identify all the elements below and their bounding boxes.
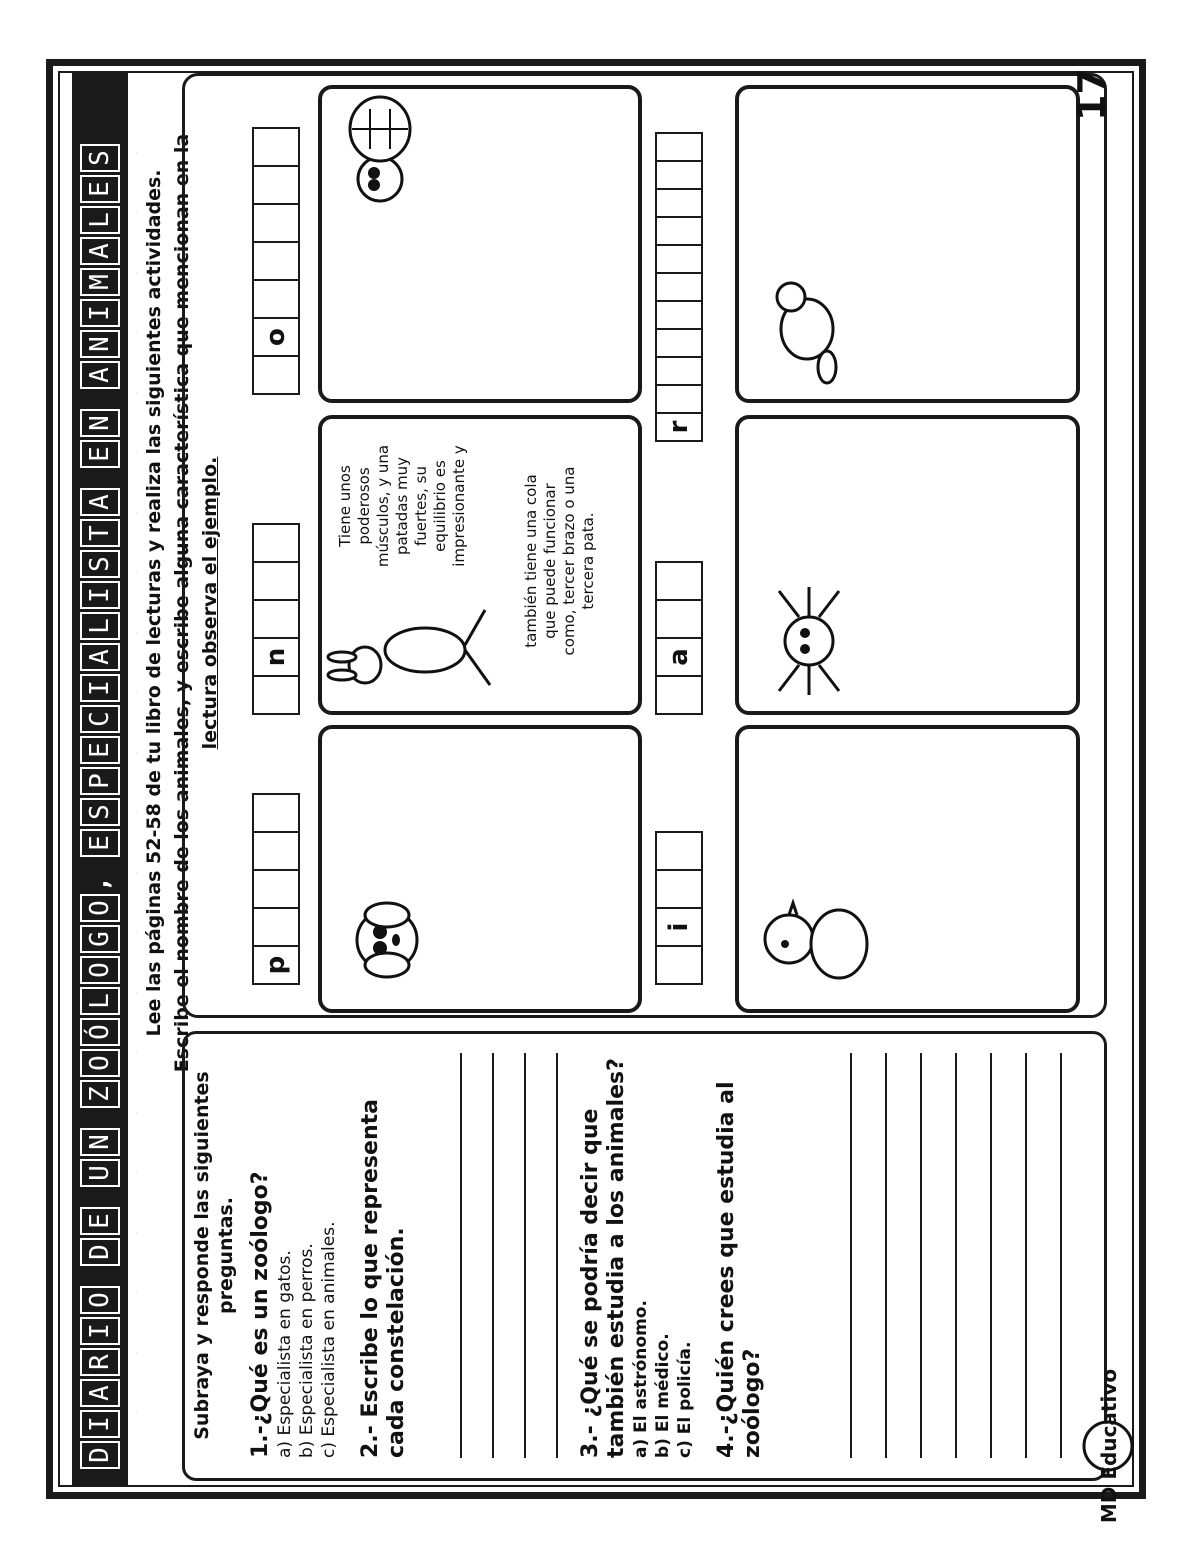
- title-letter: [80, 1190, 120, 1204]
- title-letter: E: [80, 440, 120, 468]
- spider-icon: [749, 581, 869, 701]
- title-letter: G: [80, 925, 120, 953]
- title-letter: [80, 860, 120, 874]
- title-letter: E: [80, 829, 120, 857]
- title-letter: [80, 1111, 120, 1125]
- q4-answer-line-3[interactable]: [920, 1053, 922, 1458]
- q4-answer-line-6[interactable]: [1025, 1053, 1027, 1458]
- letter-cell[interactable]: [252, 279, 300, 319]
- title-letter: D: [80, 1441, 120, 1469]
- question-4: [714, 1053, 766, 1458]
- letter-cell[interactable]: r: [655, 412, 703, 442]
- kangaroo-letter-cells[interactable]: [252, 523, 300, 713]
- letter-cell[interactable]: [252, 355, 300, 395]
- title-letter: O: [80, 894, 120, 922]
- title-letter: A: [80, 361, 120, 389]
- desc-line-6: equilibrio es: [431, 460, 449, 552]
- letter-cell[interactable]: [252, 523, 300, 563]
- letter-cell[interactable]: p: [252, 945, 300, 985]
- letter-cell[interactable]: [655, 244, 703, 274]
- desc-line-4: patadas muy: [393, 456, 411, 556]
- letter-cell[interactable]: [252, 203, 300, 243]
- letter-cell[interactable]: [655, 328, 703, 358]
- letter-cell[interactable]: [655, 300, 703, 330]
- title-letter: A: [80, 237, 120, 265]
- question-2: [358, 1053, 410, 1458]
- chick-letter-cells[interactable]: [655, 831, 703, 983]
- letter-cell[interactable]: [655, 675, 703, 715]
- beaver-card[interactable]: [735, 85, 1080, 403]
- chick-card[interactable]: [735, 725, 1080, 1013]
- dog-icon: [332, 885, 442, 995]
- instruction-line-1: Lee las páginas 52-58 de tu libro de lecturas y realiza las siguientes actividades.: [143, 169, 165, 1037]
- title-letter: [80, 1269, 120, 1283]
- letter-cell[interactable]: [252, 165, 300, 205]
- q4-line-2: zoólogo?: [740, 1348, 765, 1458]
- heading-line-1: Subraya y responde las siguientes: [191, 1071, 213, 1440]
- question-1: 1.-¿Qué es un zoólogo?: [248, 1171, 273, 1458]
- q4-line-1: 4.-¿Quién crees que estudia al: [714, 1081, 739, 1458]
- title-letter: ,: [85, 876, 115, 892]
- turtle-card[interactable]: [318, 85, 642, 403]
- title-letter: D: [80, 1238, 120, 1266]
- kangaroo-icon: [330, 595, 500, 705]
- letter-cell[interactable]: [655, 561, 703, 601]
- q3-line-2: también estudia a los animales?: [604, 1058, 629, 1458]
- title-letter: O: [80, 1049, 120, 1077]
- desc-line-2: poderosos: [355, 467, 373, 545]
- q2-answer-line-2[interactable]: [492, 1053, 494, 1458]
- title-letter: E: [80, 1207, 120, 1235]
- desc-line-5: fuertes, su: [412, 466, 430, 546]
- desc-line-3: músculos, y una: [374, 444, 392, 568]
- q2-answer-line-1[interactable]: [460, 1053, 462, 1458]
- q3-option-c[interactable]: c) El policía.: [675, 1341, 695, 1458]
- dog-card[interactable]: [318, 725, 642, 1013]
- beaver-icon: [747, 269, 857, 389]
- letter-cell[interactable]: [655, 160, 703, 190]
- md-educativo-logo: [1080, 1368, 1136, 1524]
- q4-answer-line-2[interactable]: [885, 1053, 887, 1458]
- letter-cell[interactable]: [252, 793, 300, 833]
- title-letter: C: [80, 705, 120, 733]
- spider-card[interactable]: [735, 415, 1080, 715]
- desc-line-7: impresionante y: [450, 445, 468, 567]
- q4-answer-line-5[interactable]: [990, 1053, 992, 1458]
- q4-answer-line-1[interactable]: [850, 1053, 852, 1458]
- desc-line-8: también tiene una cola: [522, 474, 540, 648]
- q1-option-c[interactable]: c) Especialista en animales.: [319, 1221, 339, 1458]
- heading-line-2: preguntas.: [215, 1197, 237, 1314]
- letter-cell[interactable]: [252, 831, 300, 871]
- title-letter: [80, 471, 120, 485]
- desc-line-1: Tiene unos: [336, 465, 354, 547]
- letter-cell[interactable]: [655, 384, 703, 414]
- title-letter: U: [80, 1159, 120, 1187]
- chick-icon: [749, 889, 879, 999]
- q1-option-a[interactable]: a) Especialista en gatos.: [275, 1250, 295, 1458]
- q1-option-b[interactable]: b) Especialista en perros.: [297, 1243, 317, 1458]
- letter-cell[interactable]: a: [655, 637, 703, 677]
- title-letter: I: [80, 581, 120, 609]
- q4-answer-line-7[interactable]: [1060, 1053, 1062, 1458]
- question-3: [578, 1053, 630, 1458]
- letter-cell[interactable]: [655, 132, 703, 162]
- q2-line-2: cada constelación.: [384, 1227, 409, 1458]
- title-letter: T: [80, 519, 120, 547]
- q3-option-a[interactable]: a) El astrónomo.: [631, 1300, 651, 1458]
- letter-cell[interactable]: [655, 356, 703, 386]
- title-letter: N: [80, 1128, 120, 1156]
- letter-cell[interactable]: [655, 188, 703, 218]
- letter-cell[interactable]: [252, 127, 300, 167]
- q3-option-b[interactable]: b) El médico.: [653, 1333, 673, 1458]
- title-letter: Z: [80, 1080, 120, 1108]
- desc-line-9: que puede funcionar: [541, 483, 559, 639]
- letter-cell[interactable]: n: [252, 637, 300, 677]
- title-letter: M: [80, 268, 120, 296]
- title-letter: A: [80, 1379, 120, 1407]
- title-letter: A: [80, 488, 120, 516]
- kangaroo-description-bottom: [522, 431, 598, 691]
- title-letter: I: [80, 674, 120, 702]
- q2-line-1: 2.- Escribe lo que representa: [358, 1099, 383, 1458]
- title-letter: L: [80, 206, 120, 234]
- letter-cell[interactable]: [252, 599, 300, 639]
- turtle-icon: [330, 89, 430, 209]
- beaver-letter-cells[interactable]: [655, 132, 703, 440]
- title-letter: Ó: [80, 1018, 120, 1046]
- instruction-line-2: Escribe el nombre de los animales, y escribe alguna característica que mencionan en la: [171, 133, 193, 1073]
- letter-cell[interactable]: [252, 675, 300, 715]
- title-letter: R: [80, 1348, 120, 1376]
- letter-cell[interactable]: [655, 945, 703, 985]
- dog-letter-cells[interactable]: [252, 793, 300, 983]
- q2-answer-line-3[interactable]: [524, 1053, 526, 1458]
- title-letter: N: [80, 330, 120, 358]
- q3-line-1: 3.- ¿Qué se podría decir que: [578, 1108, 603, 1458]
- letter-cell[interactable]: [655, 272, 703, 302]
- turtle-letter-cells[interactable]: [252, 127, 300, 393]
- title-letter: P: [80, 767, 120, 795]
- letter-cell[interactable]: [252, 561, 300, 601]
- q2-answer-line-4[interactable]: [556, 1053, 558, 1458]
- letter-cell[interactable]: [655, 599, 703, 639]
- title-letter: E: [80, 736, 120, 764]
- title-letter: E: [80, 175, 120, 203]
- desc-line-11: tercera pata.: [579, 512, 597, 610]
- q4-answer-line-4[interactable]: [955, 1053, 957, 1458]
- letter-cell[interactable]: [655, 869, 703, 909]
- title-letter: L: [80, 987, 120, 1015]
- questions-content: [190, 1053, 410, 1458]
- letter-cell[interactable]: [655, 831, 703, 871]
- question-3-block: [578, 1053, 766, 1458]
- kangaroo-description-top: [336, 421, 469, 591]
- title-letter: S: [80, 550, 120, 578]
- letter-cell[interactable]: [252, 241, 300, 281]
- instruction-line-3: lectura observa el ejemplo.: [199, 456, 221, 750]
- title-letter: [80, 392, 120, 406]
- title-letter: I: [80, 1410, 120, 1438]
- title-letter: I: [80, 299, 120, 327]
- title-letter: L: [80, 612, 120, 640]
- title-letter: S: [80, 144, 120, 172]
- letter-cell[interactable]: [252, 907, 300, 947]
- title-letter: S: [80, 798, 120, 826]
- title-letter: A: [80, 643, 120, 671]
- letter-cell[interactable]: o: [252, 317, 300, 357]
- title-letter: O: [80, 956, 120, 984]
- title-letter: I: [80, 1317, 120, 1345]
- title-letter: N: [80, 409, 120, 437]
- logo-text: MD Educativo: [1097, 1368, 1121, 1524]
- desc-line-10: como, tercer brazo o una: [560, 466, 578, 656]
- letter-cell[interactable]: [655, 216, 703, 246]
- letter-cell[interactable]: [252, 869, 300, 909]
- title-letter: O: [80, 1286, 120, 1314]
- kangaroo-card[interactable]: [318, 415, 642, 715]
- page-number: 17: [1070, 68, 1114, 121]
- letter-cell[interactable]: i: [655, 907, 703, 947]
- spider-letter-cells[interactable]: [655, 561, 703, 713]
- title-banner: [72, 71, 128, 1487]
- questions-heading: [190, 1053, 238, 1458]
